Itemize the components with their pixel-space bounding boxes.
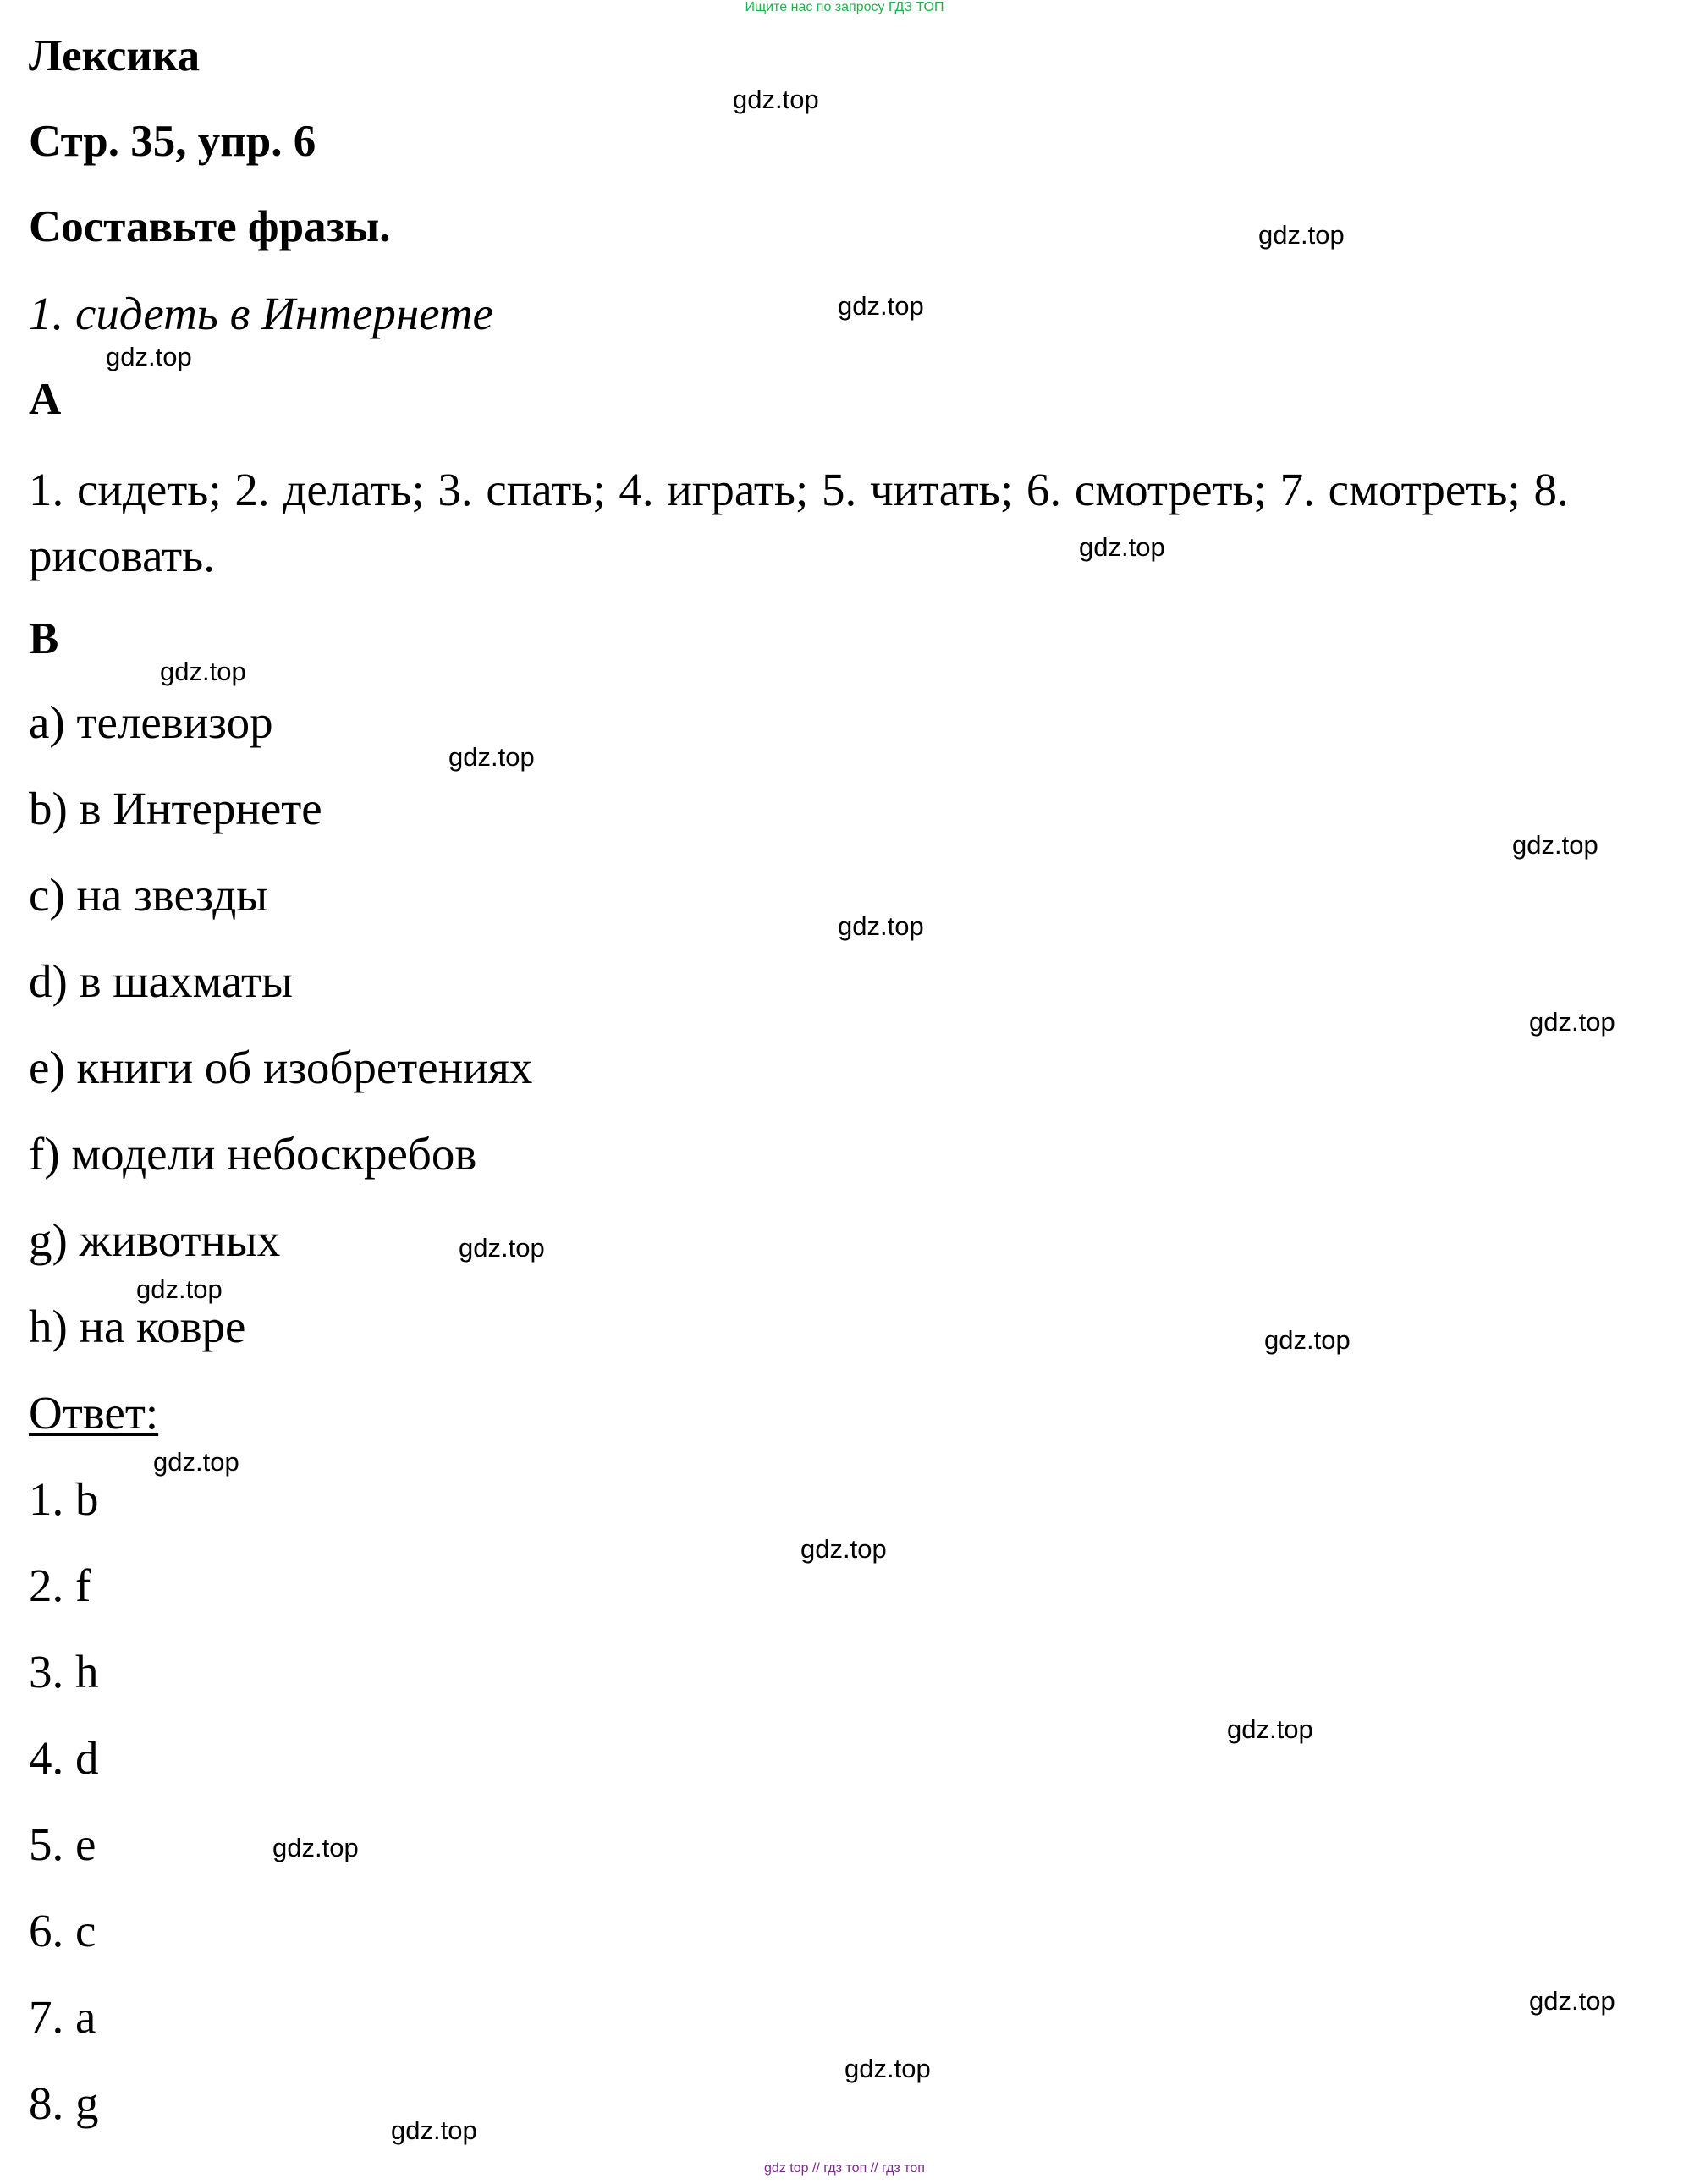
watermark: gdz.top — [1079, 532, 1165, 562]
watermark: gdz.top — [391, 2115, 477, 2145]
watermark: gdz.top — [1529, 1986, 1615, 2016]
list-item: g) животных — [29, 1214, 281, 1266]
answer-item: 8. g — [29, 2077, 99, 2129]
part-b-label: B — [29, 614, 59, 663]
list-item: e) книги об изобретениях — [29, 1042, 533, 1093]
list-item: a) телевизор — [29, 696, 273, 748]
watermark: gdz.top — [838, 291, 924, 321]
watermark: gdz.top — [1529, 1007, 1615, 1037]
watermark: gdz.top — [838, 911, 924, 941]
top-banner: Ищите нас по запросу ГДЗ ТОП — [745, 0, 944, 14]
watermark: gdz.top — [733, 85, 819, 114]
watermark: gdz.top — [106, 342, 192, 371]
watermark: gdz.top — [160, 657, 246, 686]
exercise-ref: Стр. 35, упр. 6 — [29, 117, 316, 166]
watermark: gdz.top — [153, 1447, 239, 1477]
watermark: gdz.top — [136, 1274, 223, 1304]
answer-item: 7. a — [29, 1991, 96, 2043]
watermark: gdz.top — [1258, 220, 1345, 250]
answer-item: 4. d — [29, 1732, 99, 1784]
answer-item: 1. b — [29, 1473, 99, 1525]
list-item: f) модели небоскребов — [29, 1128, 477, 1180]
watermark: gdz.top — [448, 742, 535, 772]
list-item: c) на звезды — [29, 869, 268, 921]
example-line: 1. сидеть в Интернете — [29, 288, 493, 339]
watermark: gdz.top — [272, 1833, 359, 1862]
bottom-banner: gdz top // гдз топ // гдз топ — [764, 2161, 925, 2176]
watermark: gdz.top — [1264, 1325, 1351, 1355]
answer-item: 6. c — [29, 1905, 96, 1956]
watermark: gdz.top — [844, 2054, 931, 2083]
answer-item: 3. h — [29, 1646, 99, 1697]
section-title: Лексика — [29, 31, 201, 80]
watermark: gdz.top — [1512, 830, 1598, 860]
part-a-text: 1. сидеть; 2. делать; 3. спать; 4. играть; 5. читать; 6. смотреть; 7. смотреть; 8. рисовать. — [29, 464, 1569, 581]
part-a-label: A — [29, 375, 62, 424]
answer-item: 2. f — [29, 1560, 91, 1611]
task-title: Составьте фразы. — [29, 202, 391, 251]
watermark: gdz.top — [1227, 1714, 1313, 1744]
list-item: d) в шахматы — [29, 955, 293, 1007]
list-item: b) в Интернете — [29, 783, 322, 834]
watermark: gdz.top — [459, 1233, 545, 1263]
answer-label: Ответ: — [29, 1387, 159, 1439]
answer-item: 5. e — [29, 1818, 96, 1870]
list-item: h) на ковре — [29, 1301, 246, 1352]
watermark: gdz.top — [800, 1534, 887, 1564]
